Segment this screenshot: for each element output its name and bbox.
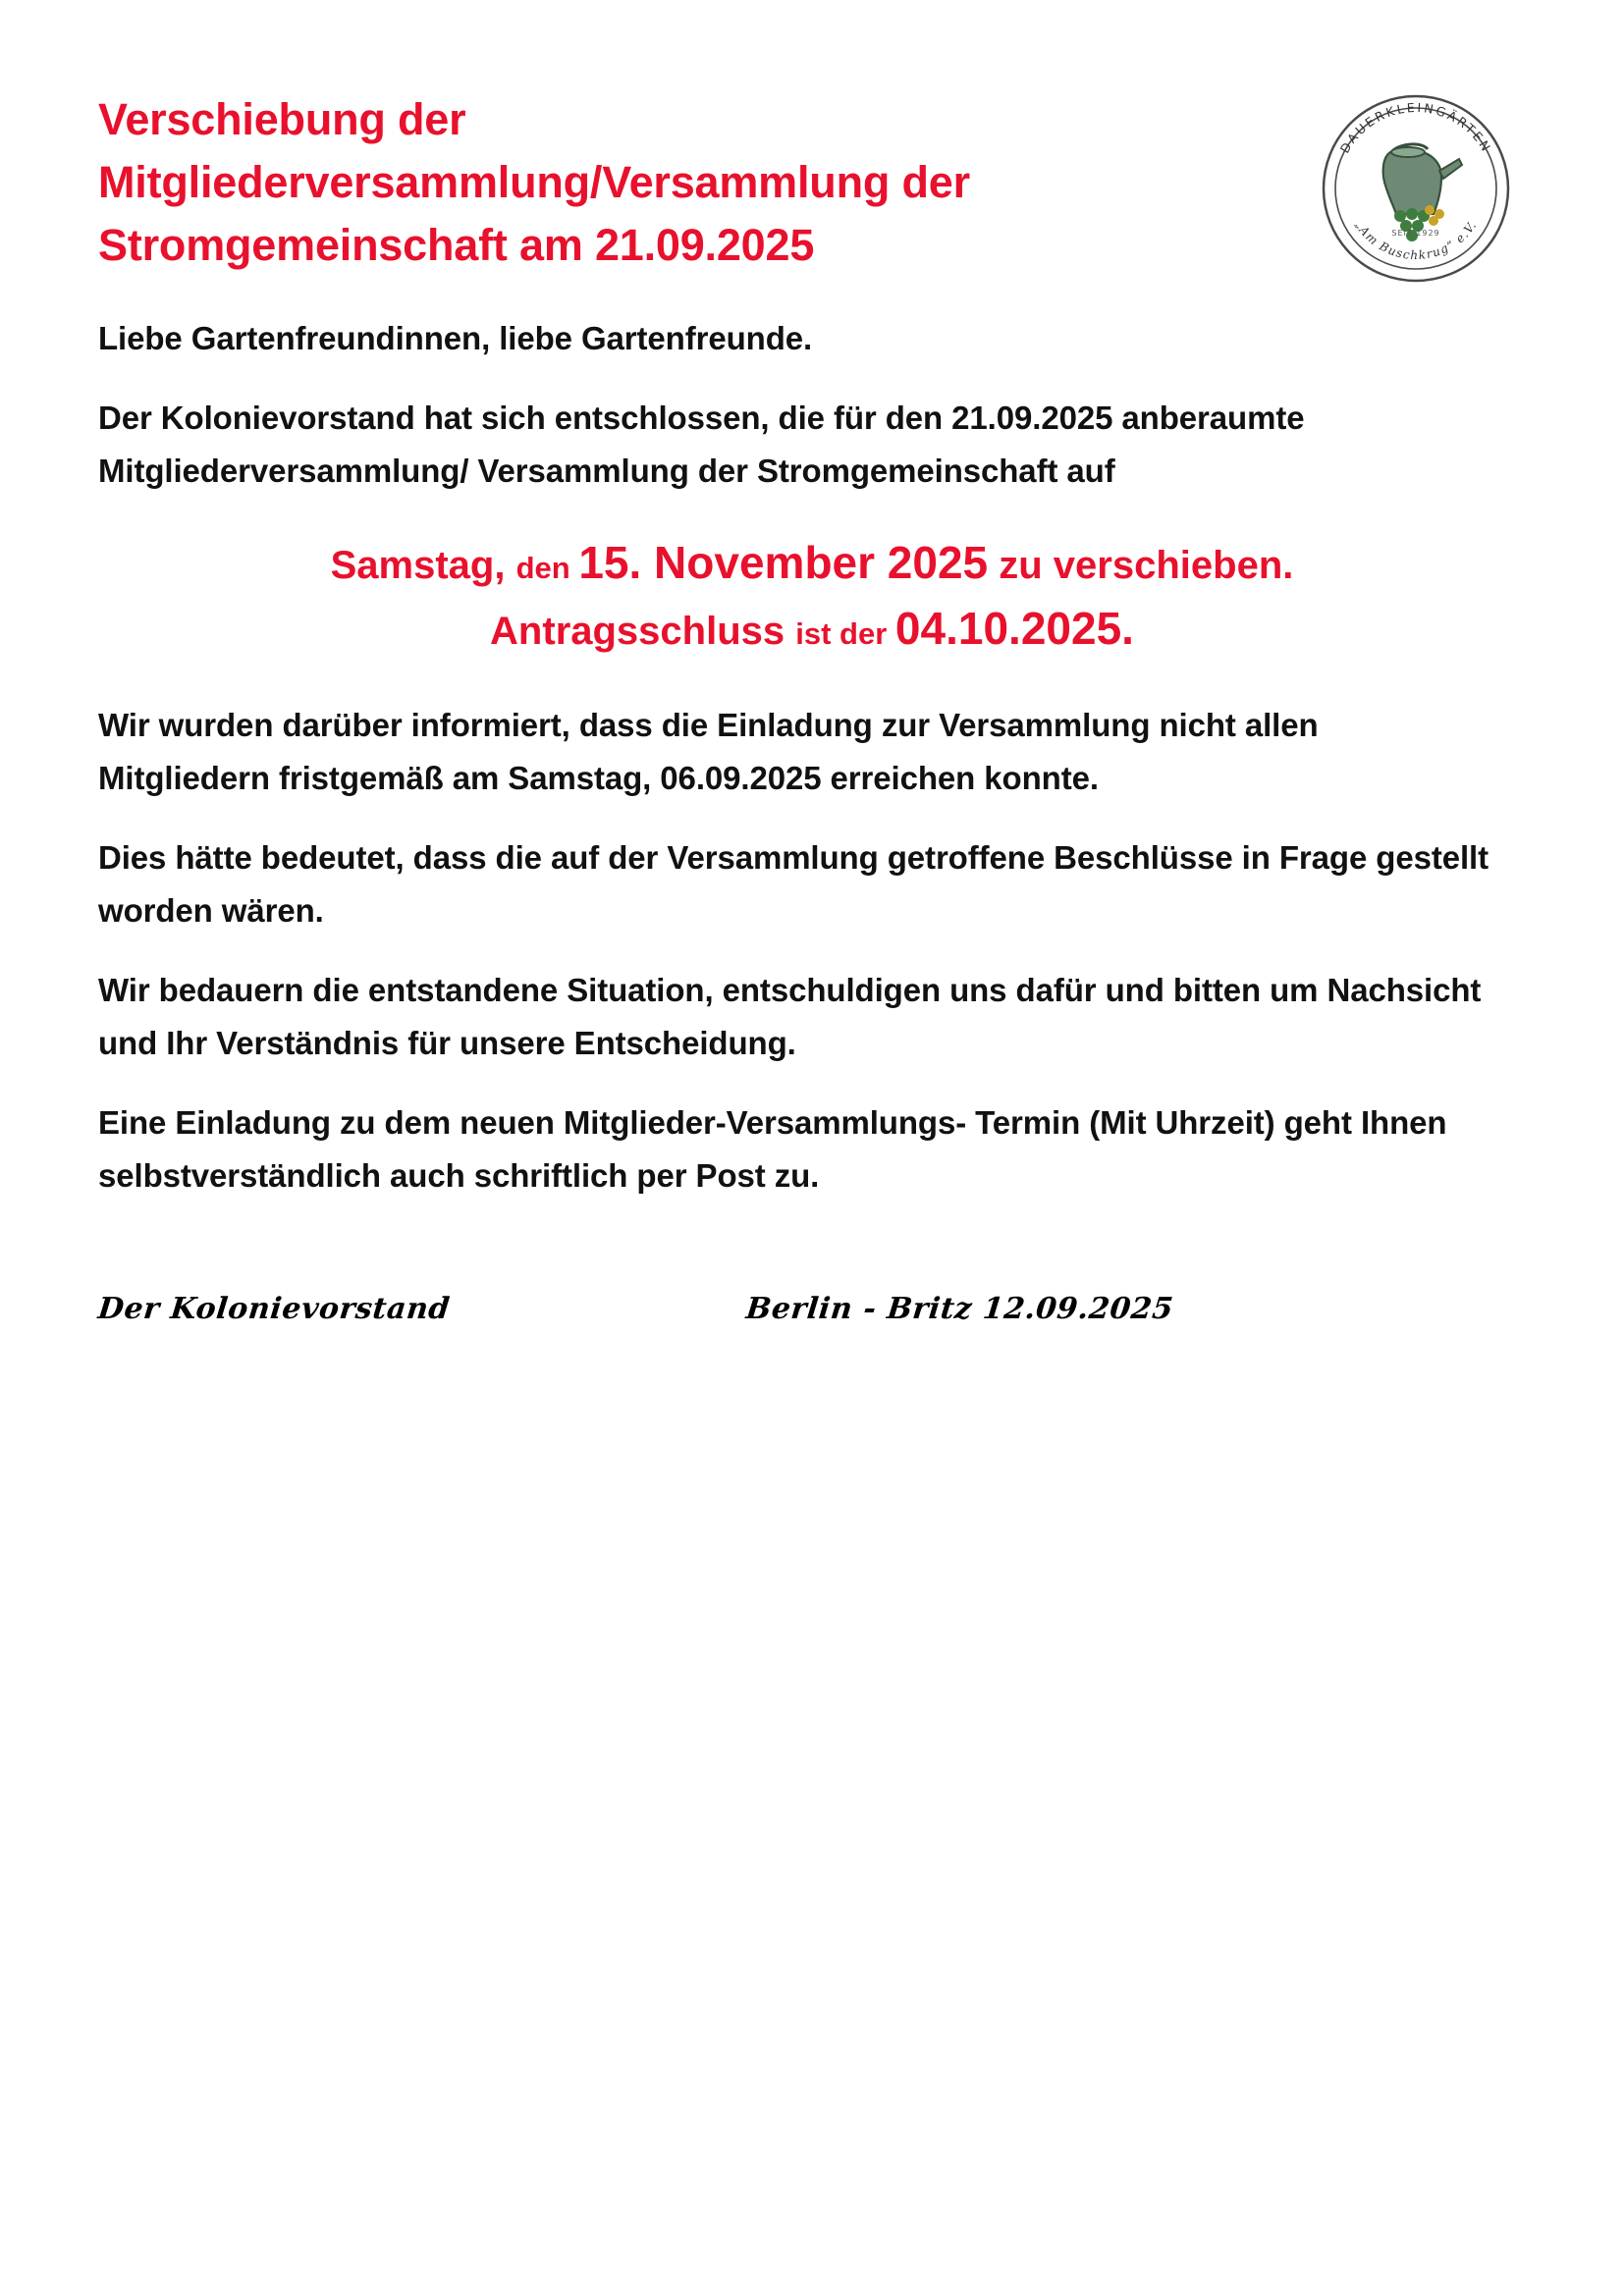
signature-board: Der Kolonievorstand	[96, 1291, 452, 1326]
association-logo	[1314, 86, 1518, 291]
svg-text:SEIT 1929: SEIT 1929	[1391, 229, 1440, 238]
highlight-den: den	[515, 551, 579, 586]
intro-paragraph: Der Kolonievorstand hat sich entschlossen, die für den 21.09.2025 anberaumte Mitgliederversammlung/ Versammlung der Stromgemeinschaft auf	[98, 400, 1305, 489]
page-title: Verschiebung der Mitgliederversammlung/Versammlung der Stromgemeinschaft am 21.09.2025	[98, 94, 970, 270]
body-paragraph-4: Eine Einladung zu dem neuen Mitglieder-Versammlungs- Termin (Mit Uhrzeit) geht Ihnen selbstverständlich auch schriftlich per Post zu.	[98, 1104, 1447, 1194]
signature-row	[98, 1292, 1492, 1326]
svg-text:DAUERKLEINGÄRTEN: DAUERKLEINGÄRTEN	[1336, 99, 1495, 156]
body-paragraph-2: Dies hätte bedeutet, dass die auf der Versammlung getroffene Beschlüsse in Frage gestellt worden wären.	[98, 839, 1489, 929]
highlight-suffix: zu verschieben.	[988, 544, 1294, 588]
highlight-block	[98, 530, 1526, 662]
highlight-new-date: 15. November 2025	[578, 537, 989, 589]
salutation-text: Liebe Gartenfreundinnen, liebe Gartenfreunde.	[98, 319, 813, 356]
highlight-line-2	[98, 596, 1526, 662]
body-paragraph-3: Wir bedauern die entstandene Situation, entschuldigen uns dafür und bitten um Nachsicht und Ihr Verständnis für unsere Entscheidung.	[98, 972, 1482, 1061]
highlight-day-prefix: Samstag,	[330, 544, 516, 588]
deadline-ist-der: ist der	[795, 616, 895, 652]
body-paragraph-1: Wir wurden darüber informiert, dass die Einladung zur Versammlung nicht allen Mitgliedern fristgemäß am Samstag, 06.09.2025 erreichen konnte.	[98, 707, 1319, 796]
svg-text:„Am Buschkrug“ e.V.: „Am Buschkrug“ e.V.	[1352, 218, 1480, 263]
deadline-date: 04.10.2025.	[894, 603, 1134, 655]
signature-place-date: Berlin - Britz 12.09.2025	[744, 1291, 1175, 1326]
deadline-label: Antragsschluss	[490, 610, 796, 654]
highlight-line-1	[98, 530, 1526, 596]
